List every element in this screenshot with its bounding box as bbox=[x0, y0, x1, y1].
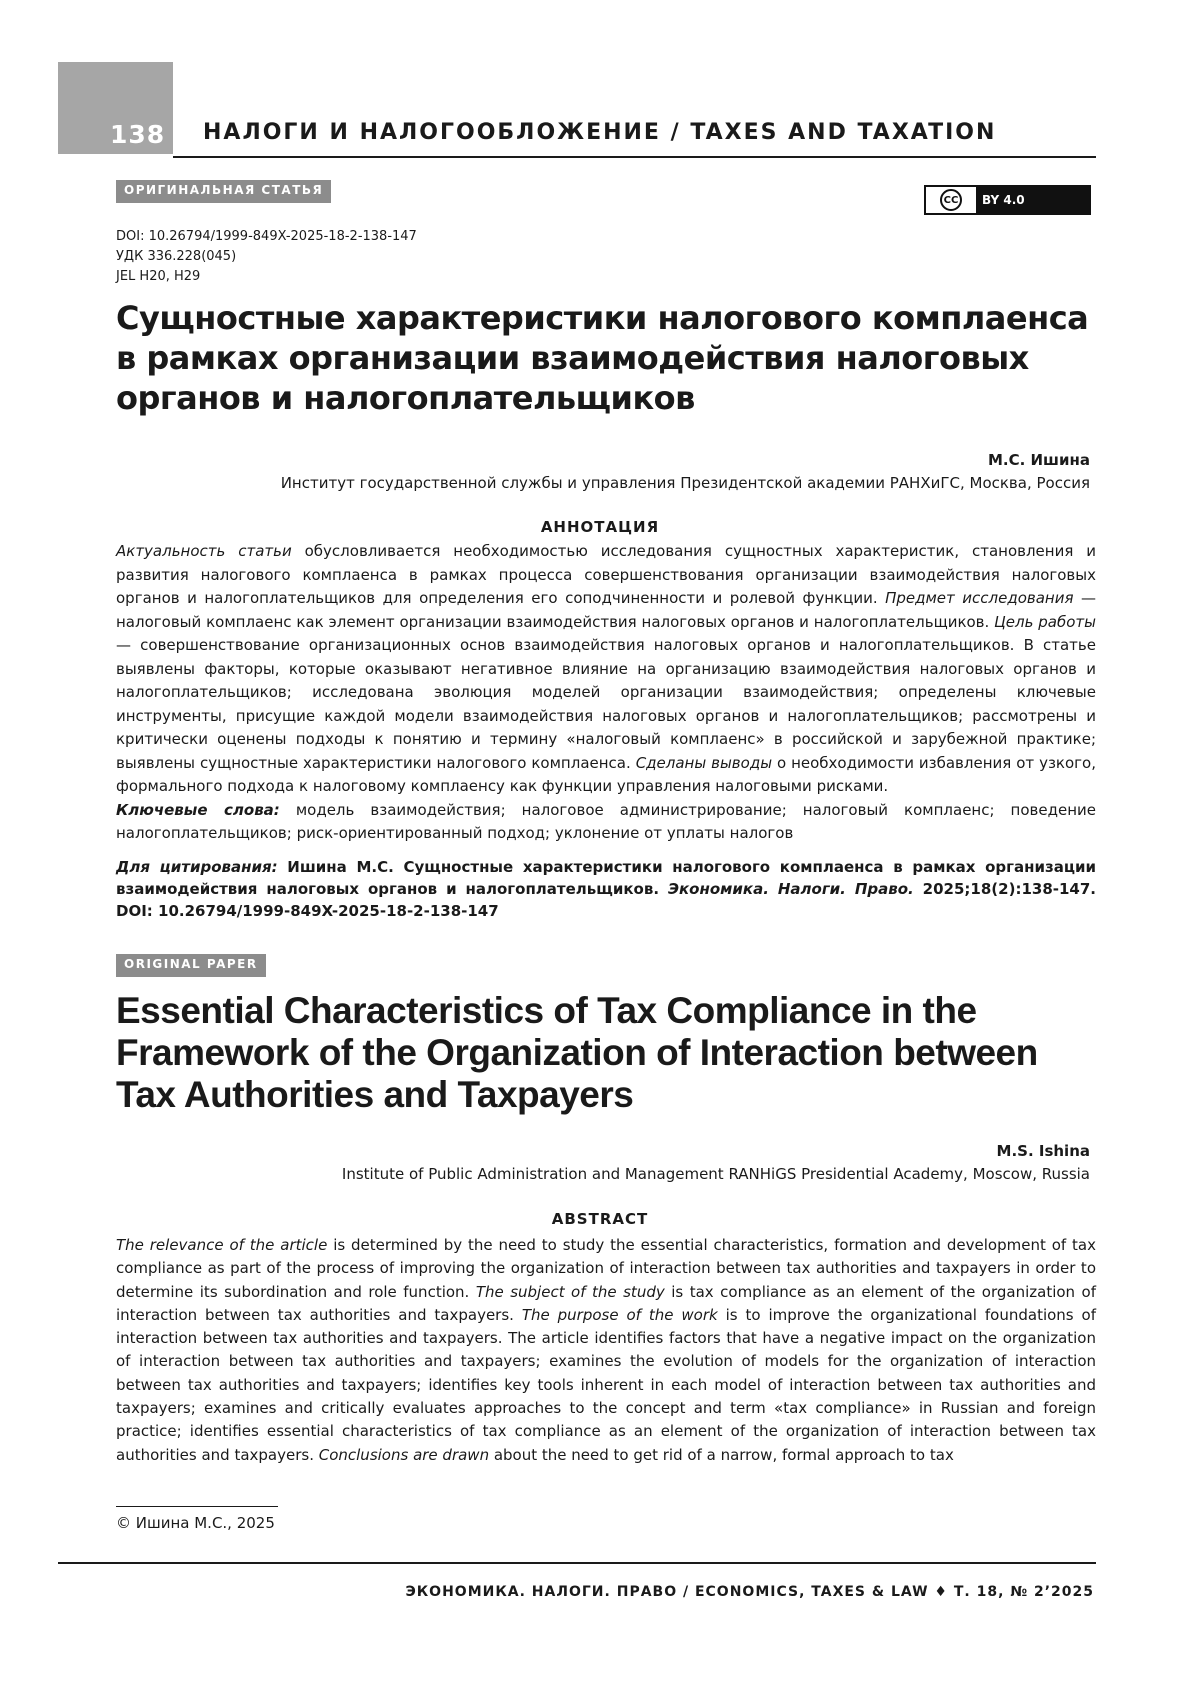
jel: JEL H20, H29 bbox=[116, 269, 201, 284]
ru-keywords-label: Ключевые слова: bbox=[116, 800, 280, 819]
udk: УДК 336.228(045) bbox=[116, 249, 237, 264]
en-abstract-emph-2: The subject of the study bbox=[475, 1282, 665, 1301]
ru-abstract-text-2: — налоговый комплаенс как элемент организации взаимодействия налоговых органов и налогоплательщиков. bbox=[116, 589, 1096, 631]
en-abstract-text-1: is determined by the need to study the essential characteristics, formation and development of tax compliance as part of the process of improving the organization of interaction between tax authorities and taxpayers in order to determine its subordination and role function. bbox=[116, 1236, 1096, 1301]
en-affiliation: Institute of Public Administration and Management RANHiGS Presidential Academy, Moscow, Russia bbox=[341, 1165, 1090, 1183]
ru-affiliation: Институт государственной службы и управления Президентской академии РАНХиГС, Москва, Россия bbox=[280, 474, 1090, 492]
original-paper-badge: ORIGINAL PAPER bbox=[116, 954, 266, 977]
citation-text-2: 2025;18(2):138-147. DOI: 10.26794/1999-849X-2025-18-2-138-147 bbox=[116, 880, 1096, 920]
en-author: M.S. Ishina bbox=[996, 1142, 1090, 1160]
ru-abstract-text-1: обусловливается необходимостью исследования сущностных характеристик, становления и развития налогового комплаенса в рамках процесса совершенствования организации взаимодействия налоговых органов и налогоплательщиков для определения его соподчиненности и ролевой функции. bbox=[116, 542, 1096, 607]
ru-abstract-heading: АННОТАЦИЯ bbox=[540, 518, 660, 536]
ru-keywords: модель взаимодействия; налоговое администрирование; налоговый комплаенс; поведение налогоплательщиков; риск-ориентированный подход; уклонение от уплаты налогов bbox=[116, 800, 1096, 842]
cc-license-badge[interactable] bbox=[924, 185, 1091, 215]
citation-label: Для цитирования: bbox=[116, 858, 278, 876]
ru-abstract-emph-2: Предмет исследования bbox=[885, 589, 1074, 607]
footnote-rule bbox=[116, 1506, 278, 1507]
en-abstract-text-2: is tax compliance as an element of the organization of interaction between tax authorities and taxpayers. bbox=[116, 1282, 1097, 1324]
ru-abstract-emph-3: Цель работы bbox=[994, 612, 1096, 631]
footer-rule bbox=[58, 1562, 1096, 1564]
journal-footer: ЭКОНОМИКА. НАЛОГИ. ПРАВО / ECONOMICS, TAXES & LAW ♦ Т. 18, № 2’2025 bbox=[405, 1584, 1094, 1600]
en-abstract-emph-3: The purpose of the work bbox=[521, 1305, 718, 1324]
copyright-note: © Ишина М.С., 2025 bbox=[116, 1514, 275, 1532]
ru-abstract-text-3: — совершенствование организационных основ взаимодействия налоговых органов и налогоплательщиков. В статье выявлены факторы, которые оказывают негативное влияние на организацию взаимодействия налоговых органов и налогоплательщиков; исследована эволюция моделей организации взаимодействия; определены ключевые инструменты, присущие каждой модели взаимодействия налоговых органов и налогоплательщиков; рассмотрены и критически оценены подходы к понятию и термину «налоговый комплаенс» в российской и зарубежной практике; выявлены сущностные характеристики налогового комплаенса. bbox=[116, 636, 1096, 772]
ru-abstract-text-4: о необходимости избавления от узкого, формального подхода к налоговому комплаенсу как функции управления налоговыми рисками. bbox=[116, 753, 1096, 795]
citation-journal: Экономика. Налоги. Право. bbox=[667, 880, 914, 898]
en-abstract-emph-4: Conclusions are drawn bbox=[318, 1445, 490, 1464]
en-abstract-text-4: about the need to get rid of a narrow, formal approach to tax bbox=[489, 1445, 954, 1464]
en-abstract-heading: ABSTRACT bbox=[551, 1210, 649, 1228]
header-rule bbox=[173, 156, 1096, 158]
ru-author: М.С. Ишина bbox=[987, 451, 1090, 469]
citation bbox=[116, 856, 1096, 922]
citation-text-1: Ишина М.С. Сущностные характеристики налогового комплаенса в рамках организации взаимодействия налоговых органов и налогоплательщиков. bbox=[116, 858, 1096, 898]
ru-abstract-emph-1: Актуальность статьи bbox=[116, 542, 292, 560]
cc-icon: CC bbox=[940, 189, 962, 211]
doi: DOI: 10.26794/1999-849X-2025-18-2-138-147 bbox=[116, 229, 417, 244]
license-label: BY 4.0 bbox=[982, 193, 1025, 207]
en-article-title: Essential Characteristics of Tax Compliance in the Framework of the Organization of Interaction between Tax Authorities and Taxpayers bbox=[116, 990, 1038, 1115]
section-title: НАЛОГИ И НАЛОГООБЛОЖЕНИЕ / TAXES AND TAXATION bbox=[203, 120, 997, 145]
en-abstract-text-3: is to improve the organizational foundations of interaction between tax authorities and taxpayers. The article identifies factors that have a negative impact on the organization of interaction between tax authorities and taxpayers; examines the evolution of models for the organization of interaction between tax authorities and taxpayers; identifies key tools inherent in each model of interaction between tax authorities and taxpayers; examines and critically evaluates approaches to the concept and term «tax compliance» in Russian and foreign practice; identifies essential characteristics of tax compliance as an element of the organization of interaction between tax authorities and taxpayers. bbox=[116, 1305, 1096, 1464]
original-article-badge: ОРИГИНАЛЬНАЯ СТАТЬЯ bbox=[116, 180, 331, 203]
cc-logo bbox=[926, 187, 976, 213]
en-abstract-emph-1: The relevance of the article bbox=[116, 1236, 328, 1254]
ru-abstract-emph-4: Сделаны выводы bbox=[635, 753, 773, 772]
ru-abstract bbox=[116, 540, 1096, 846]
page-number: 138 bbox=[110, 120, 166, 149]
en-abstract bbox=[116, 1234, 1096, 1467]
ru-article-title: Сущностные характеристики налогового комплаенса в рамках организации взаимодействия налоговых органов и налогоплательщиков bbox=[116, 299, 1089, 417]
